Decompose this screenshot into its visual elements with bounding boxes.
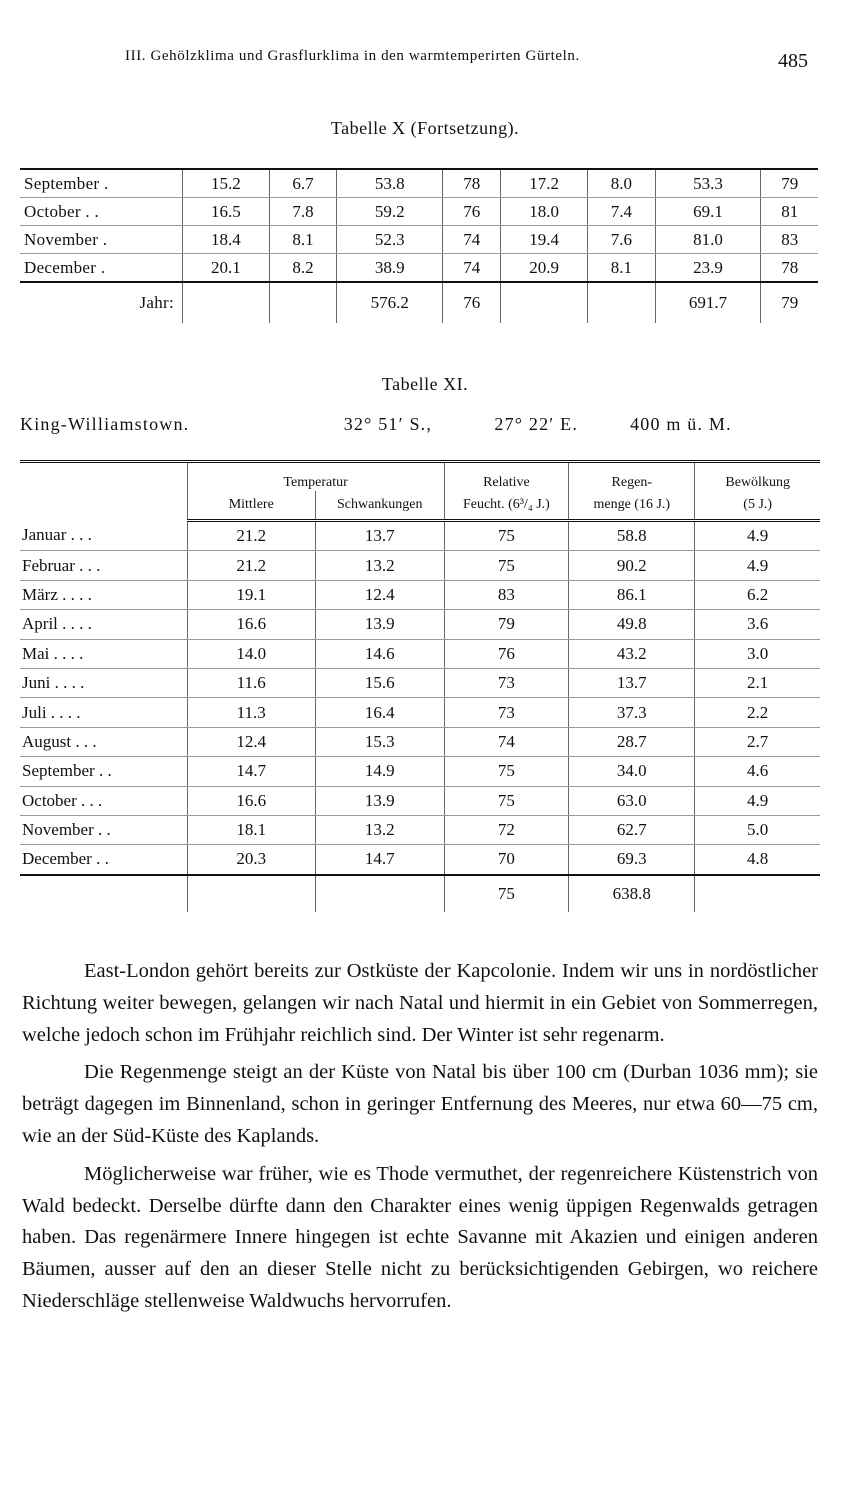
table-cell: 2.1 xyxy=(695,668,820,697)
table-cell: 90.2 xyxy=(569,551,695,580)
table-row xyxy=(20,580,820,609)
table-cell: 53.8 xyxy=(337,169,443,198)
table-cell: 20.3 xyxy=(187,845,315,875)
row-label: September . xyxy=(20,169,183,198)
row-label: Juli . . . . xyxy=(20,698,187,727)
table-row xyxy=(20,845,820,875)
row-label: Januar . . . xyxy=(20,521,187,551)
table-cell: 8.0 xyxy=(587,169,655,198)
table-cell: 21.2 xyxy=(187,521,315,551)
table-cell: 83 xyxy=(761,226,818,254)
table-cell: 20.9 xyxy=(501,254,588,283)
table-cell: 19.1 xyxy=(187,580,315,609)
paragraph: East-London gehört bereits zur Ostküste der Kapcolonie. Indem wir uns in nordöstlicher Richtung weiter bewegen, gelangen wir nach Natal und hiermit in ein Gebiet von Sommerregen, welche jedoch schon im Frühjahr reichlich sind. Der Winter ist sehr regenarm. xyxy=(22,960,818,1046)
table-row xyxy=(20,727,820,756)
header-regen: Regen- xyxy=(569,462,695,492)
header-schwankungen: Schwankungen xyxy=(315,491,444,521)
table-row xyxy=(20,815,820,844)
table-row xyxy=(20,226,818,254)
table-cell: 5.0 xyxy=(695,815,820,844)
body-text xyxy=(22,956,818,1324)
table-cell: 34.0 xyxy=(569,757,695,786)
total-cell: 576.2 xyxy=(337,282,443,323)
total-row xyxy=(20,282,818,323)
row-label: October . . xyxy=(20,198,183,226)
row-label: September . . xyxy=(20,757,187,786)
table-cell: 2.7 xyxy=(695,727,820,756)
table-row xyxy=(20,698,820,727)
table-cell: 4.6 xyxy=(695,757,820,786)
row-label: August . . . xyxy=(20,727,187,756)
header-bewoelkung: Bewölkung xyxy=(695,462,820,492)
table-cell: 18.4 xyxy=(183,226,270,254)
header-temperatur: Temperatur xyxy=(187,462,444,492)
header-feucht: Feucht. (6³/₄ J.) xyxy=(444,491,569,521)
table-cell: 14.0 xyxy=(187,639,315,668)
header-bewoelkung-years: (5 J.) xyxy=(695,491,820,521)
page-number: 485 xyxy=(778,50,808,72)
table-cell: 73 xyxy=(444,668,569,697)
total-cell: 638.8 xyxy=(569,875,695,912)
total-cell: 75 xyxy=(444,875,569,912)
header-blank xyxy=(20,462,187,521)
table-cell: 8.1 xyxy=(269,226,337,254)
row-label: November . . xyxy=(20,815,187,844)
table-cell: 4.9 xyxy=(695,521,820,551)
total-label: Jahr: xyxy=(20,282,183,323)
table-cell: 78 xyxy=(761,254,818,283)
table-cell: 78 xyxy=(443,169,501,198)
header-relative: Relative xyxy=(444,462,569,492)
table-cell: 21.2 xyxy=(187,551,315,580)
row-label: März . . . . xyxy=(20,580,187,609)
table-cell: 17.2 xyxy=(501,169,588,198)
row-label: December . xyxy=(20,254,183,283)
table-cell: 81.0 xyxy=(655,226,761,254)
table-cell: 7.8 xyxy=(269,198,337,226)
table-xi-caption: Tabelle XI. xyxy=(381,374,469,394)
running-head: III. Gehölzklima und Grasflurklima in den warmtemperirten Gürteln. xyxy=(125,48,580,64)
table-cell: 18.0 xyxy=(501,198,588,226)
table-cell: 81 xyxy=(761,198,818,226)
table-cell: 69.1 xyxy=(655,198,761,226)
table-cell: 16.5 xyxy=(183,198,270,226)
header-mittlere: Mittlere xyxy=(187,491,315,521)
table-cell: 75 xyxy=(444,786,569,815)
table-cell: 79 xyxy=(444,610,569,639)
table-row xyxy=(20,169,818,198)
row-label: November . xyxy=(20,226,183,254)
table-cell: 7.4 xyxy=(587,198,655,226)
table-xi xyxy=(20,460,820,912)
total-label xyxy=(20,875,187,912)
table-cell: 69.3 xyxy=(569,845,695,875)
table-cell: 4.9 xyxy=(695,551,820,580)
total-cell xyxy=(183,282,270,323)
table-cell: 13.9 xyxy=(315,786,444,815)
table-cell: 28.7 xyxy=(569,727,695,756)
table-row xyxy=(20,610,820,639)
table-cell: 4.9 xyxy=(695,786,820,815)
total-cell: 79 xyxy=(761,282,818,323)
table-cell: 74 xyxy=(443,254,501,283)
table-cell: 16.4 xyxy=(315,698,444,727)
table-cell: 76 xyxy=(444,639,569,668)
row-label: Mai . . . . xyxy=(20,639,187,668)
table-cell: 73 xyxy=(444,698,569,727)
table-cell: 12.4 xyxy=(187,727,315,756)
total-cell xyxy=(315,875,444,912)
total-row xyxy=(20,875,820,912)
table-row xyxy=(20,198,818,226)
table-x-caption: Tabelle X (Fortsetzung). xyxy=(330,118,520,138)
table-cell: 15.2 xyxy=(183,169,270,198)
table-cell: 6.7 xyxy=(269,169,337,198)
station-line xyxy=(20,414,820,435)
table-cell: 8.1 xyxy=(587,254,655,283)
table-cell: 15.3 xyxy=(315,727,444,756)
total-cell xyxy=(501,282,588,323)
table-cell: 7.6 xyxy=(587,226,655,254)
table-cell: 75 xyxy=(444,521,569,551)
table-cell: 14.6 xyxy=(315,639,444,668)
table-cell: 14.7 xyxy=(315,845,444,875)
header-menge: menge (16 J.) xyxy=(569,491,695,521)
table-cell: 14.9 xyxy=(315,757,444,786)
total-cell xyxy=(695,875,820,912)
table-cell: 15.6 xyxy=(315,668,444,697)
row-label: Februar . . . xyxy=(20,551,187,580)
table-cell: 79 xyxy=(761,169,818,198)
table-row xyxy=(20,254,818,283)
table-cell: 62.7 xyxy=(569,815,695,844)
table-cell: 75 xyxy=(444,551,569,580)
table-cell: 83 xyxy=(444,580,569,609)
table-cell: 13.7 xyxy=(569,668,695,697)
table-cell: 3.0 xyxy=(695,639,820,668)
row-label: October . . . xyxy=(20,786,187,815)
table-row xyxy=(20,786,820,815)
total-cell xyxy=(587,282,655,323)
table-cell: 14.7 xyxy=(187,757,315,786)
table-x xyxy=(20,168,818,323)
table-row xyxy=(20,757,820,786)
table-cell: 72 xyxy=(444,815,569,844)
table-cell: 13.7 xyxy=(315,521,444,551)
table-cell: 76 xyxy=(443,198,501,226)
table-cell: 49.8 xyxy=(569,610,695,639)
table-cell: 18.1 xyxy=(187,815,315,844)
table-row xyxy=(20,668,820,697)
table-cell: 43.2 xyxy=(569,639,695,668)
total-cell: 691.7 xyxy=(655,282,761,323)
total-cell: 76 xyxy=(443,282,501,323)
table-cell: 6.2 xyxy=(695,580,820,609)
table-row xyxy=(20,551,820,580)
total-cell xyxy=(269,282,337,323)
table-cell: 4.8 xyxy=(695,845,820,875)
table-cell: 86.1 xyxy=(569,580,695,609)
table-cell: 59.2 xyxy=(337,198,443,226)
table-cell: 75 xyxy=(444,757,569,786)
table-cell: 20.1 xyxy=(183,254,270,283)
table-cell: 8.2 xyxy=(269,254,337,283)
table-cell: 19.4 xyxy=(501,226,588,254)
table-cell: 3.6 xyxy=(695,610,820,639)
table-cell: 63.0 xyxy=(569,786,695,815)
table-cell: 16.6 xyxy=(187,610,315,639)
table-cell: 52.3 xyxy=(337,226,443,254)
station-latitude: 32° 51′ S., xyxy=(343,414,433,434)
table-cell: 74 xyxy=(444,727,569,756)
row-label: December . . xyxy=(20,845,187,875)
paragraph: Möglicherweise war früher, wie es Thode vermuthet, der regenreichere Küstenstrich von Wald bedeckt. Derselbe dürfte dann den Charakter eines wenig üppigen Regenwalds getragen haben. Das regenärmere Innere hingegen ist echte Savanne mit Akazien und einigen anderen Bäumen, ausser auf den an dieser Stelle nicht zu berücksichtigenden Gebirgen, wo reichere Niederschläge stellenweise Waldwuchs hervorrufen. xyxy=(22,1162,818,1312)
table-row xyxy=(20,639,820,668)
paragraph: Die Regenmenge steigt an der Küste von Natal bis über 100 cm (Durban 1036 mm); sie beträgt dagegen im Binnenland, schon in geringer Entfernung des Meeres, nur etwa 60—75 cm, wie an der Süd-Küste des Kaplands. xyxy=(22,1061,818,1147)
table-cell: 58.8 xyxy=(569,521,695,551)
row-label: April . . . . xyxy=(20,610,187,639)
station-longitude: 27° 22′ E. xyxy=(494,414,579,434)
table-cell: 11.6 xyxy=(187,668,315,697)
table-cell: 13.2 xyxy=(315,551,444,580)
table-cell: 12.4 xyxy=(315,580,444,609)
row-label: Juni . . . . xyxy=(20,668,187,697)
table-cell: 70 xyxy=(444,845,569,875)
table-cell: 2.2 xyxy=(695,698,820,727)
table-row xyxy=(20,521,820,551)
table-cell: 23.9 xyxy=(655,254,761,283)
table-cell: 53.3 xyxy=(655,169,761,198)
table-cell: 74 xyxy=(443,226,501,254)
station-name: King-Williamstown. xyxy=(20,414,190,434)
table-cell: 13.2 xyxy=(315,815,444,844)
table-cell: 13.9 xyxy=(315,610,444,639)
station-altitude: 400 m ü. M. xyxy=(630,414,732,434)
table-cell: 16.6 xyxy=(187,786,315,815)
table-cell: 11.3 xyxy=(187,698,315,727)
table-cell: 38.9 xyxy=(337,254,443,283)
table-cell: 37.3 xyxy=(569,698,695,727)
total-cell xyxy=(187,875,315,912)
